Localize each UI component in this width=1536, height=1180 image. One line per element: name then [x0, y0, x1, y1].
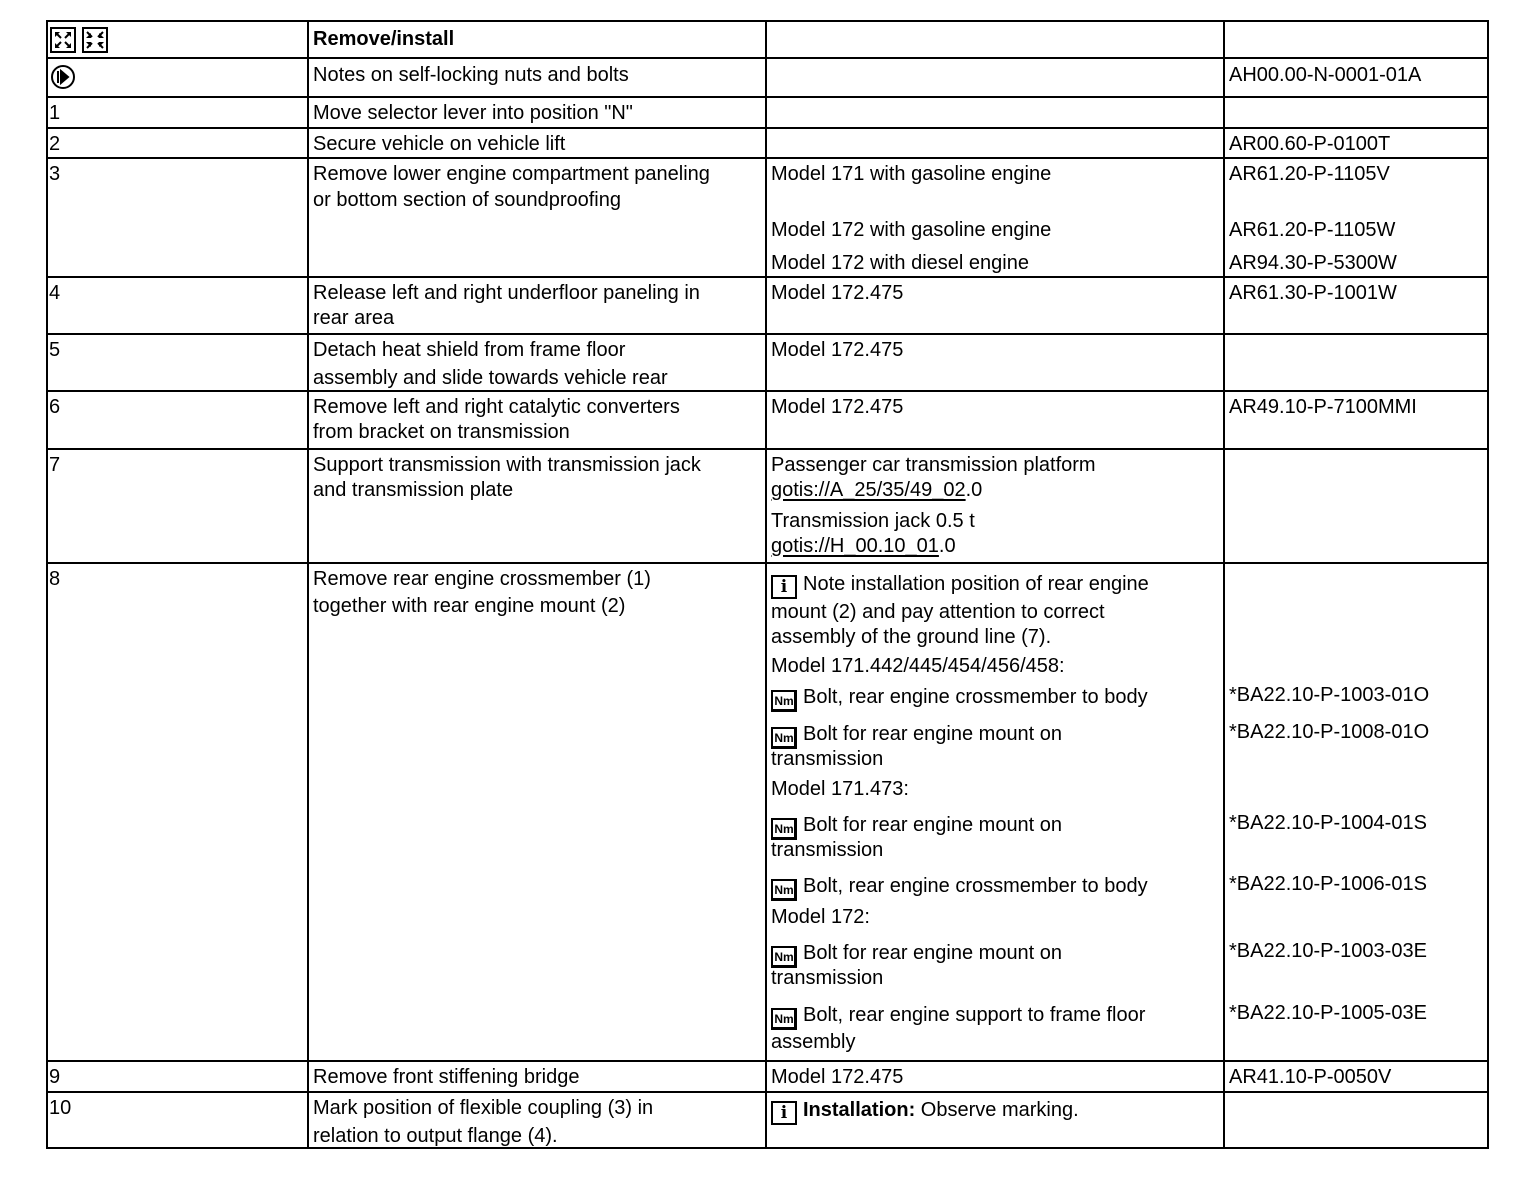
step-action-line: rear area [313, 307, 395, 329]
torque-item-text: Bolt for rear engine mount on [803, 942, 1063, 964]
step-detail: Model 172 with gasoline engine [771, 219, 1052, 241]
torque-icon[interactable]: Nm [771, 690, 797, 712]
step-action-line: and transmission plate [313, 479, 514, 501]
notes-arrow-icon[interactable] [49, 63, 77, 98]
step-ref-link[interactable]: AR61.30-P-1001W [1229, 282, 1397, 304]
step-number: 5 [49, 339, 61, 361]
step-number: 4 [49, 282, 61, 304]
model-heading: Model 171.473: [771, 778, 909, 800]
torque-item [771, 722, 1062, 749]
torque-item-text: Bolt for rear engine mount on [803, 814, 1063, 836]
step-action-line: together with rear engine mount (2) [313, 595, 626, 617]
step-number: 8 [49, 568, 61, 590]
torque-icon[interactable]: Nm [771, 946, 797, 968]
torque-icon[interactable]: Nm [771, 1008, 797, 1030]
table-row [46, 333, 1489, 390]
tool-name: Passenger car transmission platform [771, 454, 1096, 476]
note-line: assembly of the ground line (7). [771, 626, 1052, 648]
torque-item-text: Bolt, rear engine support to frame floor [803, 1004, 1146, 1026]
table-row [46, 1091, 1489, 1149]
step-detail: Model 171 with gasoline engine [771, 163, 1052, 185]
notes-ref-link[interactable]: AH00.00-N-0001-01A [1229, 64, 1422, 86]
note-line: mount (2) and pay attention to correct [771, 601, 1105, 623]
torque-item [771, 813, 1062, 840]
step-action: Move selector lever into position "N" [313, 102, 633, 124]
tool-link-suffix: .0 [938, 535, 956, 557]
step-number: 7 [49, 454, 61, 476]
model-heading: Model 171.442/445/454/456/458: [771, 655, 1065, 677]
tool-link-row [771, 534, 956, 559]
table-row [46, 157, 1489, 276]
table-row [46, 1060, 1489, 1091]
torque-item [771, 941, 1062, 968]
torque-item [771, 874, 1148, 901]
torque-ref-link[interactable]: *BA22.10-P-1005-03E [1229, 1002, 1427, 1024]
step-action-line: from bracket on transmission [313, 421, 570, 443]
torque-ref-link[interactable]: *BA22.10-P-1004-01S [1229, 812, 1427, 834]
step-action-line: or bottom section of soundproofing [313, 189, 621, 211]
notes-row [46, 57, 1489, 96]
note-line: Note installation position of rear engine [803, 573, 1149, 595]
step-action: Secure vehicle on vehicle lift [313, 133, 566, 155]
torque-ref-link[interactable]: *BA22.10-P-1008-01O [1229, 721, 1430, 743]
step-detail: Model 172.475 [771, 282, 904, 304]
tool-link-suffix: .0 [965, 479, 983, 501]
torque-ref-link[interactable]: *BA22.10-P-1003-01O [1229, 684, 1430, 706]
table-row [46, 96, 1489, 127]
step-detail: Model 172.475 [771, 1066, 904, 1088]
info-icon: i [771, 1101, 797, 1125]
step-ref-link[interactable]: AR00.60-P-0100T [1229, 133, 1391, 155]
info-icon: i [771, 575, 797, 599]
tool-link-row [771, 478, 982, 503]
step-action-line: Remove rear engine crossmember (1) [313, 568, 651, 590]
step-action-line: Remove left and right catalytic converters [313, 396, 680, 418]
table-row [46, 448, 1489, 562]
step-action-line: Release left and right underfloor paneling in [313, 282, 700, 304]
step-ref-link[interactable]: AR94.30-P-5300W [1229, 252, 1397, 274]
step-detail: Model 172 with diesel engine [771, 252, 1029, 274]
torque-item-text: transmission [771, 839, 884, 861]
torque-icon[interactable]: Nm [771, 818, 797, 840]
torque-item-text: Bolt, rear engine crossmember to body [803, 686, 1148, 708]
tool-link[interactable]: gotis://H_00.10_01 [771, 535, 939, 557]
step-number: 2 [49, 133, 61, 155]
torque-icon[interactable]: Nm [771, 727, 797, 749]
torque-item [771, 685, 1148, 712]
model-heading: Model 172: [771, 906, 870, 928]
step-number: 1 [49, 102, 61, 124]
page-title: Remove/install [313, 28, 455, 50]
notes-text: Notes on self-locking nuts and bolts [313, 64, 629, 86]
tool-link[interactable]: gotis://A_25/35/49_02 [771, 479, 966, 501]
step-action-line: Detach heat shield from frame floor [313, 339, 626, 361]
installation-text: Observe marking. [920, 1099, 1079, 1121]
table-row [46, 390, 1489, 448]
table-row [46, 276, 1489, 333]
step-action: Remove front stiffening bridge [313, 1066, 580, 1088]
step-action-line: assembly and slide towards vehicle rear [313, 367, 668, 389]
step-number: 6 [49, 396, 61, 418]
header-row [46, 20, 1489, 57]
torque-ref-link[interactable]: *BA22.10-P-1006-01S [1229, 873, 1427, 895]
step-ref-link[interactable]: AR49.10-P-7100MMI [1229, 396, 1417, 418]
torque-item-text: transmission [771, 967, 884, 989]
step-action-line: Remove lower engine compartment paneling [313, 163, 710, 185]
header-icons[interactable] [49, 26, 109, 61]
torque-item [771, 1003, 1145, 1030]
step-detail: Model 172.475 [771, 339, 904, 361]
table-row [46, 127, 1489, 157]
torque-ref-link[interactable]: *BA22.10-P-1003-03E [1229, 940, 1427, 962]
step-ref-link[interactable]: AR61.20-P-1105V [1229, 163, 1390, 185]
torque-item-text: Bolt, rear engine crossmember to body [803, 875, 1148, 897]
step-action-line: Mark position of flexible coupling (3) in [313, 1097, 654, 1119]
expand-collapse-icons[interactable] [49, 26, 109, 54]
step-ref-link[interactable]: AR61.20-P-1105W [1229, 219, 1396, 241]
torque-item-text: Bolt for rear engine mount on [803, 723, 1063, 745]
torque-item-text: assembly [771, 1031, 856, 1053]
installation-note [771, 1098, 1079, 1125]
step-number: 9 [49, 1066, 61, 1088]
tool-name: Transmission jack 0.5 t [771, 510, 975, 532]
torque-icon[interactable]: Nm [771, 879, 797, 901]
table-row [46, 562, 1489, 1060]
step-action-line: Support transmission with transmission jack [313, 454, 701, 476]
torque-item-text: transmission [771, 748, 884, 770]
step-number: 3 [49, 163, 61, 185]
step-detail: Model 172.475 [771, 396, 904, 418]
step-action-line: relation to output flange (4). [313, 1125, 558, 1147]
installation-label: Installation: [803, 1099, 916, 1121]
step-number: 10 [49, 1097, 72, 1119]
step-ref-link[interactable]: AR41.10-P-0050V [1229, 1066, 1392, 1088]
